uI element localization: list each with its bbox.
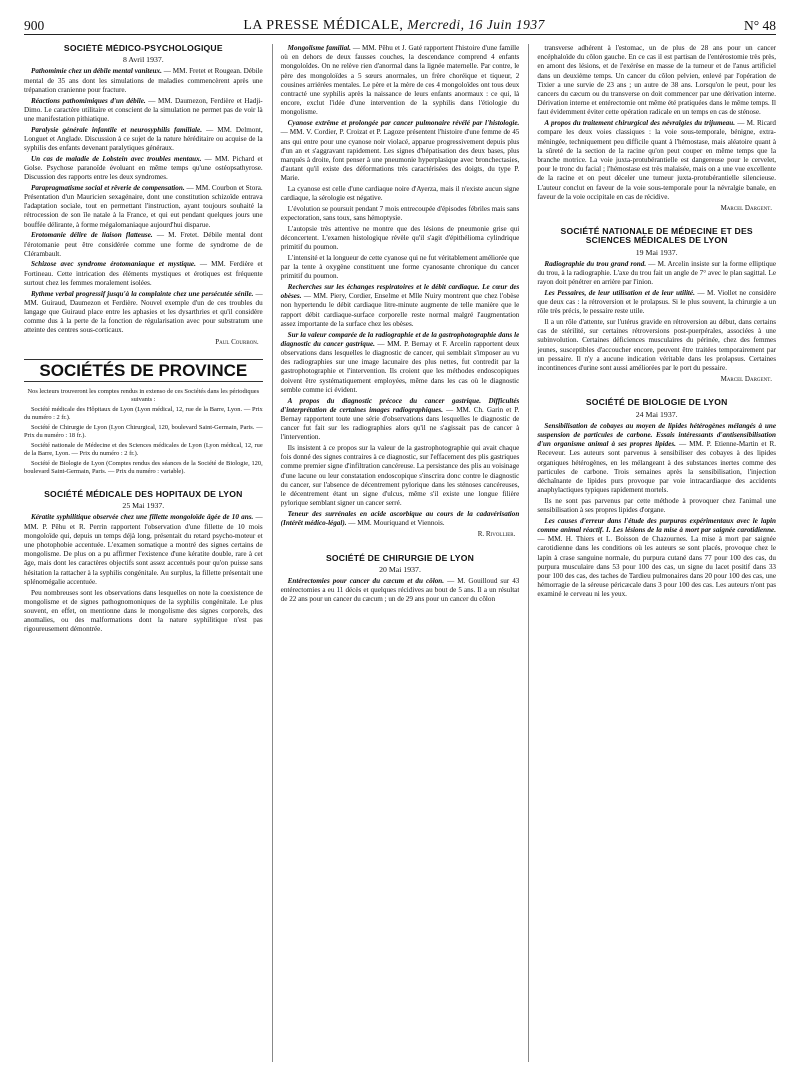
article-title: Schizose avec syndrome érotomaniaque et mystique. (31, 260, 196, 269)
article-body: — M. Viollet ne considère que deux cas : la rétroversion et le prolapsus. Si le plus souvent, la chirurgie a un rôle très précis, le pessaire reste utile. (537, 288, 777, 316)
signature: R. Rivollier. (477, 530, 516, 539)
article-title: Sensibilisation de cobayes au moyen de lipides hétérogènes mélangés à une suspension de particules de carbone. Essais intéressants d'antisensibilisation d'un organisme animal à ses propres lipides. (537, 421, 777, 449)
article-title: Cyanose extrême et prolongée par cancer pulmonaire révélé par l'histologie. (287, 119, 520, 128)
article-list (281, 44, 520, 528)
article-body: La cyanose est celle d'une cardiaque noire d'Ayerza, mais il n'existe aucun signe cardiaque, la sérologie est négative. (280, 185, 520, 203)
article-paragraph (24, 290, 263, 336)
article-paragraph (281, 577, 520, 605)
session-date: 8 Avril 1937. (122, 55, 164, 65)
column-2 (272, 44, 520, 1062)
article-paragraph (537, 318, 776, 373)
article-body: — M. Ricard compare les deux voies classiques : la voie sous-temporale, bénigne, extra-méningée, techniquement peu difficile quant à l'hémostase, mais aléatoire quant à la sûreté de la section de la racine qu'on peut couper en même temps que la branche motrice. La voie juxta-protubérantielle est dangereuse pour le cervelet, pour le tronc du facial ; l'hémostase est très malaisée, mais on a une vue excellente de la racine et on peut déceler une tumeur juxta-protubérantielle silencieuse. L'auteur conclut en faveur de la voie sous-temporale pour la névralgie banale, en faveur de la voie occipitale en cas de récidive. (537, 119, 777, 201)
article-body: Peu nombreuses sont les observations dans lesquelles on note la coexistence de mongolisme et de signes pathognomoniques de la syphilis congénitale. Le plus souvent, en effet, on mentionne dans le mongolisme des signes corporels, des anomalies, ou des malformations dont la nature syphilitique n'est pas rigoureusement démontrée. (24, 588, 263, 634)
article-paragraph (537, 497, 776, 515)
issue-number: N° 48 (743, 18, 776, 33)
province-entry: Société de Chirurgie de Lyon (Lyon Chirurgical, 120, boulevard Saint-Germain, Paris. — Prix du numéro : 18 fr.). (24, 423, 263, 440)
article-list (537, 422, 776, 600)
article-paragraph (537, 289, 776, 317)
article-title: Un cas de maladie de Lobstein avec troubles mentaux. (31, 154, 202, 163)
article-title: Les causes d'erreur dans l'étude des purpuras expérimentaux avec le lapin comme animal réactif. I. Les lésions de la mise à mort par saignée carotidienne. (537, 516, 777, 535)
signature: Marcel Dargent. (720, 375, 773, 384)
article-body: — MM. Fretet et Rougean. Débile mental de 35 ans dont les simulations de maladies commencèrent après une trépanation cranienne pour fracture. (24, 67, 263, 94)
article-paragraph (281, 331, 520, 395)
province-list (24, 406, 263, 476)
session-date: 25 Mai 1937. (122, 501, 165, 511)
signature: Marcel Dargent. (720, 203, 773, 212)
article-body: — MM. Ferdière et Fortineau. Cette intrication des éléments mystiques et érotiques est fréquente surtout chez les femmes moralement isolées. (24, 260, 263, 287)
article-list (24, 513, 263, 634)
article-body: — MM. Delmont, Longuet et Anglade. Discussion à ce sujet de la nature héréditaire ou acquise de la syphilis des enfants devenant paralytiques généraux. (24, 125, 263, 153)
article-paragraph (537, 517, 776, 600)
session-date: 24 Mai 1937. (635, 409, 678, 419)
article-body: — MM. Courbon et Stora. Présentation d'un Mauricien sexagénaire, dont une constitution schizoïde entrava l'adaptation sociale, tout en permettant l'instruction, ayant toujours souhaité la rétrocession de son île natale à la France, et qui eut pendant quelques jours une bouffée délirante, à forme mégalomaniaque aujourd'hui disparue. (24, 183, 263, 229)
page-number: 900 (24, 18, 45, 33)
article-body: — MM. Pichard et Golse. Psychose paranoïde évoluant en même temps qu'une ostéopsathyrose. Discussion des rapports entre les deux syndromes. (24, 154, 263, 182)
article-title: Entérectomies pour cancer du cæcum et du côlon. (287, 576, 445, 585)
article-title: Recherches sur les échanges respiratoires et le débit cardiaque. Le cœur des obèses. (280, 283, 520, 301)
society-title: SOCIÉTÉ DE BIOLOGIE DE LYON (585, 397, 728, 408)
society-title: SOCIÉTÉ DE CHIRURGIE DE LYON (325, 552, 475, 563)
article-body: Ils ne sont pas parvenus par cette méthode à provoquer chez l'animal une sensibilisation à ses propres lipides d'organe. (537, 496, 777, 515)
section-banner: SOCIÉTÉS DE PROVINCE (24, 359, 263, 382)
province-entry: Société de Biologie de Lyon (Comptes rendus des séances de la Société de Biologie, 120, boulevard Saint-Germain, Paris. — Prix du numéro : variable). (24, 459, 263, 475)
article-title: A propos du traitement chirurgical des névralgies du trijumeau. (544, 119, 735, 128)
article-body: — MM. Guiraud, Daumezon et Ferdière. Nouvel exemple d'un de ces troubles du langage que Guiraud place entre les aphasies et les dysarthries et qu'il considère comme dus à la perte de la fonction de régularisation avec pour substratum une atteinte des centres sous-corticaux. (24, 289, 263, 335)
article-paragraph (281, 510, 520, 528)
article-paragraph (24, 155, 263, 183)
article-paragraph (537, 44, 776, 118)
province-note: Nos lecteurs trouveront les comptes rendus in extenso de ces Sociétés dans les périodiques suivants : (27, 388, 260, 404)
article-paragraph (281, 283, 520, 329)
article-paragraph (24, 231, 263, 259)
column-3 (528, 44, 776, 1062)
article-paragraph (281, 44, 520, 118)
article-list (24, 67, 263, 335)
article-title: Kératite syphilitique observée chez une fillette mongoloïde âgée de 10 ans. (31, 513, 254, 522)
society-title: SOCIÉTÉ NATIONALE DE MÉDECINE ET DES SCIENCES MÉDICALES DE LYON (560, 226, 753, 246)
article-paragraph (24, 260, 263, 288)
article-body: — M. Arcelin insiste sur la forme elliptique du trou, à la radiographie. L'axe du trou fait un angle de 7° avec le plan sagittal. Le rayon doit pénétrer en arrière par l'inion. (537, 259, 777, 287)
society-title: SOCIÉTÉ MÉDICALE DES HOPITAUX DE LYON (44, 489, 243, 500)
article-body: Ils insistent à ce propos sur la valeur de la gastrophotographie qui avait chaque fois donné des signes contraires à ce diagnostic, sur l'effacement des plis gastriques comme premier signe d'infiltration cancéreuse. La persistance des plis au voisinage d'une lacune ou leur constatation endoscopique s'inscrira donc contre le diagnostic du cancer, sur l'absence de décentrement pylorique dans les sténoses cancéreuses, le décentrement étant un signe d'ulcus, même s'il existe une longue filière pylorique semblant signer un cancer serré. (280, 444, 520, 508)
article-body: transverse adhérent à l'estomac, un de plus de 28 ans pour un cancer encéphaloïde du côlon gauche. En ce cas il est partisan de l'entérostomie très près, en amont des lésions, et de l'exérèse en masse de la tumeur et de l'anus artificiel dans un deuxième temps. Un cancer du côlon pelvien, enlevé par l'opération de Tixier a une survie de 23 ans ; un autre de 38 ans. Lorsqu'on le peut, pour les cancers du cæcum ou du transverse on doit commencer par une dérivation interne. Dérivation interne et entérectomie ont même été pratiquées dans le même temps. Il faut évidemment éviter cette opération radicale en un temps en cas de sténose. (537, 44, 777, 117)
article-body: — MM. V. Cordier, P. Croizat et P. Lagoze présentent l'histoire d'une femme de 45 ans qui entre pour une cyanose noir violacé, apparue progressivement depuis plus d'un an et s'aggravant rapidement. Les signes d'hépatisation des deux bases, plus marqués à droite, font penser à une pneumonie hyperplasique avec bronchectasies, d'autant qu'il existe des déformations très caractérisées des doigts, du type P. Marie. (280, 128, 520, 183)
article-title: Les Pessaires, de leur utilisation et de leur utilité. (544, 288, 695, 297)
article-paragraph (24, 97, 263, 125)
session-date: 20 Mai 1937. (379, 564, 421, 574)
article-title: Radiographie du trou grand rond. (544, 259, 647, 268)
article-title: Mongolisme familial. (287, 44, 351, 52)
signature: Paul Courbon. (215, 337, 259, 346)
article-paragraph (24, 126, 263, 154)
article-paragraph (24, 184, 263, 230)
article-paragraph (537, 119, 776, 202)
article-body: Il a un rôle d'attente, sur l'utérus gravide en rétroversion au début, dans certains cas de stérilité, sur certaines rétroversions post-puerpérales, associées à une subinvolution. Certaines déficiences musculaires du périnée, chez des femmes jeunes, susceptibles d'accoucher encore, peuvent être traitées temporairement par un pessaire. Il n'y a aucune indication véritable dans les prolapsus. Certaines incontinences d'urine sont aussi améliorées par le port du pessaire. (537, 317, 777, 372)
province-entry: Société nationale de Médecine et des Sciences médicales de Lyon (Lyon médical, 12, rue de la Barre, Lyon. — Prix du numéro : 2 fr.). (24, 441, 263, 457)
article-paragraph (281, 185, 520, 203)
article-body: L'autopsie très attentive ne montre que des lésions de pneumonie grise qui déconcertent. L'examen histologique révèle qu'il s'agit d'épithélioma cylindrique primitif du poumon. (280, 224, 520, 252)
article-title: Parapragmatisme social et rêverie de compensation. (31, 183, 185, 192)
article-title: Erotomanie délire de liaison flatteuse. (31, 231, 153, 240)
article-title: Teneur des surrénales en acide ascorbique au cours de la cadavérisation (Intérêt médico-légal). (280, 509, 520, 528)
article-paragraph (281, 225, 520, 253)
article-list (537, 44, 776, 202)
province-entry: Société médicale des Hôpitaux de Lyon (Lyon médical, 12, rue de la Barre, Lyon. — Prix du numéro : 2 fr.). (24, 405, 263, 422)
article-list (537, 260, 776, 373)
article-body: — MM. P. Pêhu et R. Perrin rapportent l'observation d'une fillette de 10 mois mongoloïde qui, depuis un temps déjà long, présentait du retard psycho-moteur et une photophobie accentuée. L'examen somatique a montré des signes certains de mongolisme. De plus on a pu affirmer l'existence d'une kératite double, rare à cet âge, mais dont les caractères objectifs sont assez accentués pour qu'on puisse sans hésitation la rattacher à la syphilis congénitale. Au surplus, la fillette présentait une splénomégalie accentuée. (24, 513, 263, 586)
article-body: — MM. H. Thiers et L. Boisson de Chazournes. La mise à mort par saignée carotidienne dans les conditions où les auteurs se sont placés, provoque chez le lapin à crase sanguine normale, du purpura cutané dans 77 pour 100 des cas, du purpura musculaire dans 53 pour 100 des cas, un signe du lacet positif dans 33 pour 100 des cas, des taches de Tardieu pulmonaires dans 20 pour 100 des cas, une hémorragie de la séreuse péricæcale dans 3 pour 100 des cas. Les auteurs n'ont pas examiné le cerveau ni les yeux. (537, 535, 777, 599)
article-title: Réactions pathomimiques d'un débile. (31, 96, 146, 105)
article-body: L'évolution se poursuit pendant 7 mois entrecoupée d'épisodes fébriles mais sans expectoration, sans toux, sans hémoptysie. (280, 204, 520, 223)
article-paragraph (281, 444, 520, 508)
article-title: A propos du diagnostic précoce du cancer gastrique. Difficultés d'interprétation de certaines images radiographiques. (280, 396, 520, 414)
article-paragraph (24, 67, 263, 95)
article-paragraph (281, 205, 520, 223)
article-paragraph (281, 397, 520, 443)
page-header (24, 14, 776, 35)
article-title: Paralysie générale infantile et neurosyphilis familiale. (31, 125, 202, 134)
article-paragraph (537, 422, 776, 496)
article-body: — MM. Mouriquand et Viennois. (346, 519, 445, 528)
column-1 (24, 44, 263, 1062)
session-date: 19 Mai 1937. (635, 247, 678, 257)
article-body: — MM. P. Etienne-Martin et R. Receveur. Les auteurs sont parvenus à sensibiliser des cobayes à des lipides organiques hétérogènes, en les mélangeant à des substances inertes comme des particules de carbone. Trois semaines après la sensibilisation, l'injection déchaînante de lipides purs provoque par voie intracardiaque des accidents anaphylactiques typiques rapidement mortels. (537, 440, 777, 495)
columns (24, 44, 776, 1062)
journal-title (243, 17, 545, 34)
article-title: Pathomimie chez un débile mental vaniteux. (31, 67, 162, 76)
article-body: — MM. Daumezon, Ferdière et Hadji-Dimo. Le caractère utilitaire et conscient de la simulation ne permet pas de voir là une manifestation pithiatique. (24, 96, 263, 123)
article-paragraph (281, 254, 520, 282)
society-title: SOCIÉTÉ MÉDICO-PSYCHOLOGIQUE (63, 44, 223, 53)
article-body: — MM. Ch. Garin et P. Bernay rapportent toute une série d'observations dans lesquelles le diagnostic de cancer fut fait sur les radiographies alors qu'il ne s'agissait pas de cancer à l'intervention. (280, 405, 520, 442)
journal-name: LA PRESSE MÉDICALE, (243, 18, 404, 33)
article-body: — MM. Pêhu et J. Gaté rapportent l'histoire d'une famille où en dehors de deux fausses couches, la descendance comprend 4 enfants mongoloïdes. On ne relève rien d'anormal dans la lignée maternelle. Par contre, le père des mongoloïdes a 5 sœurs anormales, un frère choréique et tiqueur, 2 cousines arriérées mentales. Le père et la mère de ces 4 mongoloïdes ont tous deux contracté une syphilis après la naissance de leurs enfants anormaux : ce qui, là encore, exclut l'idée d'une intervention de la syphilis dans l'étiologie du mongolisme. (280, 44, 520, 117)
article-title: Sur la valeur comparée de la radiographie et de la gastrophotographie dans le diagnostic du cancer gastrique. (280, 330, 520, 348)
article-body: — M. Fretet. Débile mental dont l'érotomanie peut être considérée comme une forme de syndrome de de Clérambault. (24, 231, 263, 258)
article-list (281, 577, 520, 605)
article-paragraph (537, 260, 776, 288)
article-paragraph (281, 119, 520, 183)
article-body: — MM. P. Bernay et F. Arcelin rapportent deux observations dans lesquelles le diagnostic de cancer, qui semblait s'imposer au vu des radiographies sur une image lacunaire des plus nettes, fut contredit par la gastrophotographie et l'intervention. Ils croient que les méthodes endoscopiques doivent être systématiquement employées, même dans les cas où le diagnostic semble comme ici évident. (280, 339, 520, 394)
article-title: Rythme verbal progressif jusqu'à la complainte chez une persécutée sénile. (31, 289, 254, 298)
article-body: — M. Gouilloud sur 43 entérectomies a eu 11 décès et quelques récidives au bout de 5 ans. Il a un résultat de 22 ans pour un cancer du cæcum ; un de 29 ans pour un cancer du côlon (280, 576, 520, 604)
article-paragraph (24, 513, 263, 587)
issue-date: Mercredi, 16 Juin 1937 (407, 17, 545, 32)
article-body: — MM. Piery, Cordier, Enselme et Mlle Nuiry montrent que chez l'obèse non hypertendu le débit cardiaque litre-minute augmente de telle manière que le rapport débit cardiaque-surface corporelle reste normal malgré l'augmentation assez importante de la surface chez les obèses. (280, 292, 520, 328)
article-paragraph (24, 589, 263, 635)
article-body: L'intensité et la longueur de cette cyanose qui ne fut véritablement améliorée que par la tente à oxygène constituent une forme cyanosante chronique du cancer primitif du poumon. (280, 253, 520, 281)
